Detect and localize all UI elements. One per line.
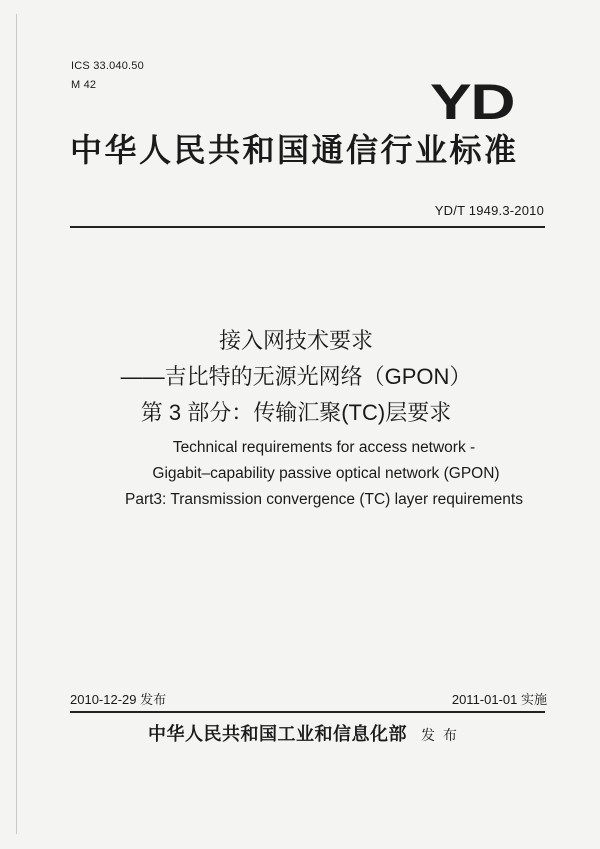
publisher-name: 中华人民共和国工业和信息化部 xyxy=(148,724,407,744)
title-zh-line3: 第 3 部分：传输汇聚(TC)层要求 xyxy=(140,400,452,425)
ics-code: ICS 33.040.50 xyxy=(71,60,144,72)
publish-word: 发 布 xyxy=(421,727,459,743)
title-zh-line2: ——吉比特的无源光网络（GPON） xyxy=(120,364,472,389)
top-divider xyxy=(70,226,545,228)
title-en-line3: Part3: Transmission convergence (TC) layer requirements xyxy=(125,491,523,508)
m-code: M 42 xyxy=(71,79,97,91)
bottom-divider xyxy=(70,711,545,713)
yd-logo: YD xyxy=(430,74,515,130)
title-en-line2: Gigabit–capability passive optical network (GPON) xyxy=(152,465,500,482)
implementation-date: 2011-01-01 实施 xyxy=(451,692,547,707)
title-zh-line1: 接入网技术要求 xyxy=(218,328,373,353)
title-en-line1: Technical requirements for access network - xyxy=(172,439,476,456)
org-title: 中华人民共和国通信行业标准 xyxy=(70,132,519,168)
standard-number: YD/T 1949.3-2010 xyxy=(434,203,544,218)
issue-date: 2010-12-29 发布 xyxy=(70,692,167,707)
publisher xyxy=(148,720,459,746)
